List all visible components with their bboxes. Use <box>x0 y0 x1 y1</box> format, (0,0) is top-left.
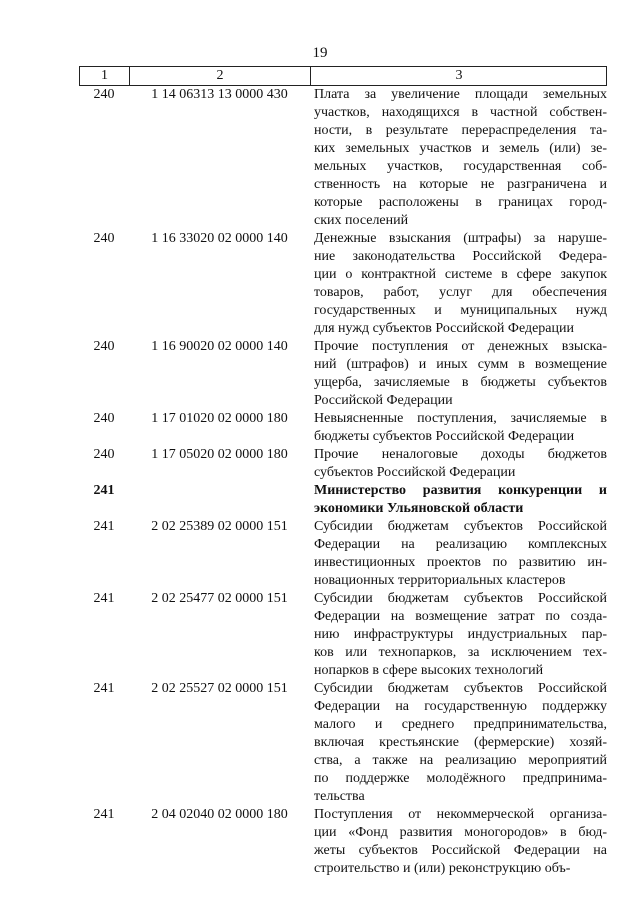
description-line: Невыясненные поступления, зачисляемые в <box>314 411 607 426</box>
admin-code: 240 <box>93 447 115 462</box>
description-line: Субсидии бюджетам субъектов Российской <box>314 591 607 606</box>
header-col-2: 2 <box>130 67 311 85</box>
table-row <box>79 230 607 338</box>
description-line: экономики Ульяновской области <box>314 501 524 516</box>
admin-code: 241 <box>93 591 115 606</box>
description-line: Субсидии бюджетам субъектов Российской <box>314 519 607 534</box>
description-line: включая крестьянские (фермерские) хозяй- <box>314 735 607 750</box>
description-line: Федерации на реализацию комплексных <box>314 537 607 552</box>
income-description <box>310 482 607 518</box>
description-line: которые расположены в границах город- <box>314 195 607 210</box>
income-description <box>310 446 607 482</box>
table-header <box>79 66 607 86</box>
table-row <box>79 338 607 410</box>
description-line: ущерба, зачисляемые в бюджеты субъектов <box>314 375 607 390</box>
admin-code: 240 <box>93 339 115 354</box>
budget-classification-code: 1 17 05020 02 0000 180 <box>151 447 288 462</box>
description-line: ции «Фонд развития моногородов» в бюд- <box>314 825 607 840</box>
description-line: мельных участков, государственная соб- <box>314 159 607 174</box>
description-line: инвестиционных проектов по развитию ин- <box>314 555 607 570</box>
description-line: строительство и (или) реконструкцию объ- <box>314 861 571 876</box>
description-line: Субсидии бюджетам субъектов Российской <box>314 681 607 696</box>
description-line: Прочие поступления от денежных взыска- <box>314 339 607 354</box>
description-line: ков или технопарков, за исключением тех- <box>314 645 607 660</box>
budget-classification-code: 1 17 01020 02 0000 180 <box>151 411 288 426</box>
description-line: ции о контрактной системе в сфере закупок <box>314 267 607 282</box>
table-row <box>79 806 607 878</box>
admin-code: 241 <box>93 807 115 822</box>
income-description <box>310 806 607 878</box>
description-line: жеты субъектов Российской Федерации на <box>314 843 607 858</box>
description-line: ских поселений <box>314 213 409 228</box>
description-line: нопарков в сфере высоких технологий <box>314 663 544 678</box>
income-description <box>310 230 607 338</box>
header-col-3: 3 <box>455 68 463 83</box>
description-line: Поступления от некоммерческой организа- <box>314 807 607 822</box>
description-line: бюджеты субъектов Российской Федерации <box>314 429 575 444</box>
income-description <box>310 338 607 410</box>
budget-classification-code: 2 02 25477 02 0000 151 <box>151 591 288 606</box>
description-line: субъектов Российской Федерации <box>314 465 516 480</box>
description-line: ства, а также на реализацию мероприятий <box>314 753 607 768</box>
description-line: товаров, работ, услуг для обеспечения <box>314 285 607 300</box>
table-row <box>79 680 607 806</box>
description-line: ности, в результате перераспределения та- <box>314 123 607 138</box>
page-number: 19 <box>312 45 328 61</box>
description-line: нию инфраструктуры индустриальных пар- <box>314 627 607 642</box>
income-description <box>310 86 607 230</box>
description-line: Плата за увеличение площади земельных <box>314 87 607 102</box>
admin-code: 241 <box>93 483 115 498</box>
budget-classification-code: 2 02 25527 02 0000 151 <box>151 681 288 696</box>
description-line: Прочие неналоговые доходы бюджетов <box>314 447 607 462</box>
description-line: для нужд субъектов Российской Федерации <box>314 321 574 336</box>
description-line: ких земельных участков и земель (или) зе- <box>314 141 607 156</box>
admin-code: 241 <box>93 681 115 696</box>
description-line: малого и среднего предпринимательства, <box>314 717 607 732</box>
description-line: Министерство развития конкуренции и <box>314 483 607 498</box>
description-line: ние законодательства Российской Федера- <box>314 249 607 264</box>
income-description <box>310 680 607 806</box>
description-line: ний (штрафов) и иных сумм в возмещение <box>314 357 607 372</box>
description-line: тельства <box>314 789 365 804</box>
admin-code: 240 <box>93 411 115 426</box>
budget-classification-code <box>129 482 310 518</box>
budget-classification-code: 1 16 90020 02 0000 140 <box>151 339 288 354</box>
table-row <box>79 446 607 482</box>
description-line: Денежные взыскания (штрафы) за наруше- <box>314 231 607 246</box>
description-line: по поддержке молодёжного предпринима- <box>314 771 607 786</box>
admin-code: 240 <box>93 231 115 246</box>
description-line: Российской Федерации <box>314 393 453 408</box>
description-line: участков, находящихся в частной собствен- <box>314 105 607 120</box>
table-row <box>79 518 607 590</box>
budget-classification-code: 2 02 25389 02 0000 151 <box>151 519 288 534</box>
income-table <box>79 86 607 878</box>
description-line: Федерации на государственную поддержку <box>314 699 607 714</box>
admin-code: 241 <box>93 519 115 534</box>
income-description <box>310 518 607 590</box>
description-line: Федерации на возмещение затрат по созда- <box>314 609 607 624</box>
income-description <box>310 410 607 446</box>
admin-code: 240 <box>93 87 115 102</box>
header-col-1: 1 <box>80 67 130 85</box>
budget-classification-code: 2 04 02040 02 0000 180 <box>151 807 288 822</box>
table-row <box>79 86 607 230</box>
table-row <box>79 590 607 680</box>
income-description <box>310 590 607 680</box>
budget-classification-code: 1 16 33020 02 0000 140 <box>151 231 288 246</box>
table-row <box>79 482 607 518</box>
table-row <box>79 410 607 446</box>
description-line: новационных территориальных кластеров <box>314 573 566 588</box>
description-line: ственность на которые не разграничена и <box>314 177 607 192</box>
description-line: государственных и муниципальных нужд <box>314 303 607 318</box>
budget-classification-code: 1 14 06313 13 0000 430 <box>151 87 288 102</box>
